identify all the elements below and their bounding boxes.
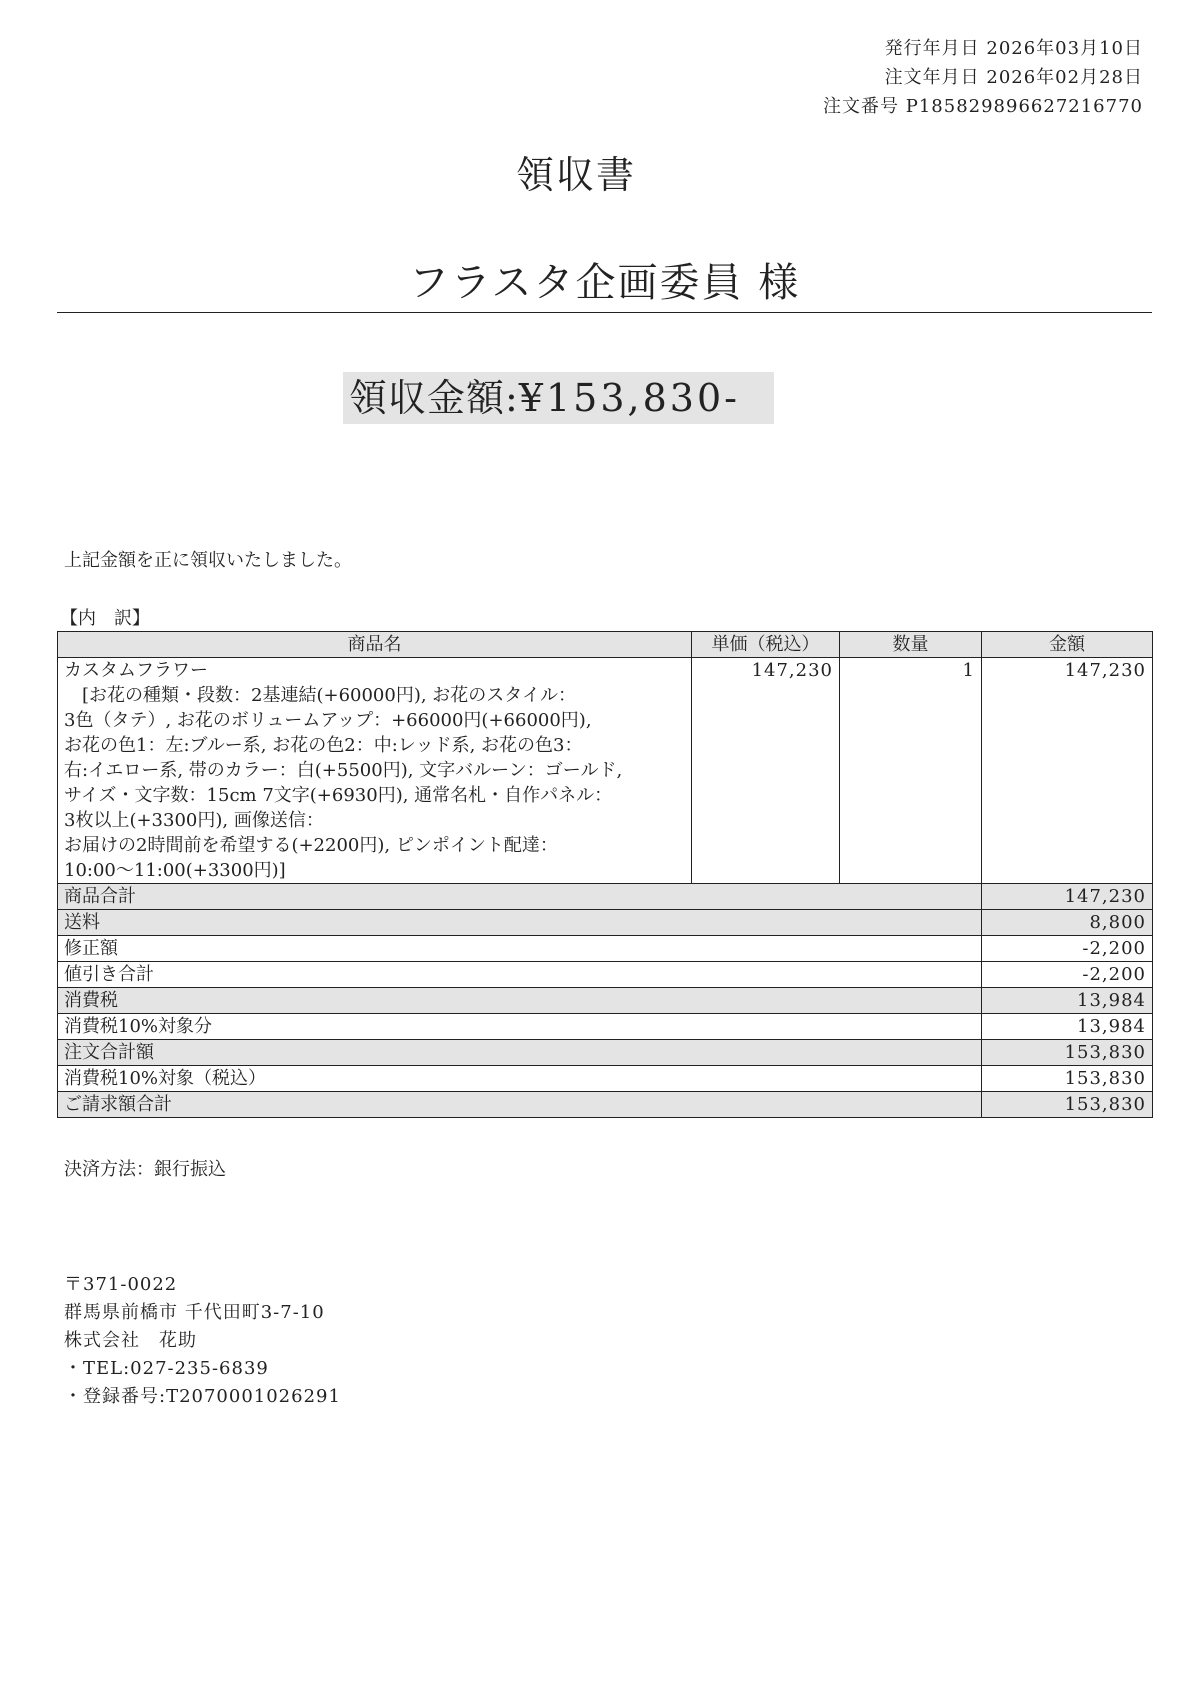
summary-row-subtotal: 商品合計 147,230	[58, 884, 1153, 910]
receipt-statement: 上記金額を正に領収いたしました。	[64, 550, 352, 571]
header-product-name: 商品名	[58, 632, 692, 658]
item-options: [お花の種類・段数：2基連結(+60000円), お花のスタイル： 3色（タテ）, お花のボリュームアップ：+66000円(+66000円), お花の色1：左:ブルー系, お花の色2：中:レッド系, お花の色3： 右:イエロー系, 帯のカラー：白(+5500円), 文字バルーン：ゴールド, サイズ・文字数：15cm 7文字(+6930円), 通常名札・自作パネル： 3枚以上(+3300円), 画像送信： お届けの2時間前を希望する(+2200円), ピンポイント配達： 10:00～11:00(+3300円)]	[64, 685, 623, 881]
item-amount: 147,230	[982, 658, 1153, 884]
order-number: 注文番号 P185829896627216770	[823, 96, 1143, 117]
document-title: 領収書	[515, 153, 636, 197]
header-quantity: 数量	[840, 632, 982, 658]
breakdown-label: 【内 訳】	[60, 608, 150, 629]
summary-row-adjustment: 修正額 -2,200	[58, 936, 1153, 962]
issuer-address	[64, 1271, 341, 1411]
summary-row-shipping: 送料 8,800	[58, 910, 1153, 936]
item-description	[58, 658, 692, 884]
table-header-row	[58, 632, 1153, 658]
recipient-name: フラスタ企画委員 様	[57, 258, 1152, 313]
issue-date: 発行年月日 2026年03月10日	[884, 38, 1143, 59]
postal-code: 〒371-0022	[64, 1274, 178, 1295]
payment-method: 決済方法：銀行振込	[64, 1159, 226, 1180]
summary-row-order-total: 注文合計額 153,830	[58, 1040, 1153, 1066]
order-date: 注文年月日 2026年02月28日	[884, 67, 1143, 88]
breakdown-table	[57, 631, 1153, 1118]
item-quantity: 1	[840, 658, 982, 884]
header-amount: 金額	[982, 632, 1153, 658]
received-amount	[343, 372, 774, 424]
summary-row-billing-total: ご請求額合計 153,830	[58, 1092, 1153, 1118]
street-address: 群馬県前橋市 千代田町3-7-10	[64, 1302, 325, 1323]
item-name: カスタムフラワー	[64, 660, 208, 681]
summary-row-discount: 値引き合計 -2,200	[58, 962, 1153, 988]
summary-row-tax: 消費税 13,984	[58, 988, 1153, 1014]
receipt-meta	[823, 34, 1143, 121]
item-unit-price: 147,230	[692, 658, 840, 884]
company-name: 株式会社 花助	[64, 1330, 197, 1351]
phone-number: ・TEL:027-235-6839	[64, 1358, 269, 1379]
received-amount-label: 領収金額:	[349, 376, 519, 420]
received-amount-value: ¥153,830-	[518, 376, 740, 420]
header-unit-price: 単価（税込）	[692, 632, 840, 658]
table-row	[58, 658, 1153, 884]
registration-number: ・登録番号:T2070001026291	[64, 1386, 341, 1407]
summary-row-tax-target: 消費税10%対象分 13,984	[58, 1014, 1153, 1040]
summary-row-tax-inclusive: 消費税10%対象（税込） 153,830	[58, 1066, 1153, 1092]
